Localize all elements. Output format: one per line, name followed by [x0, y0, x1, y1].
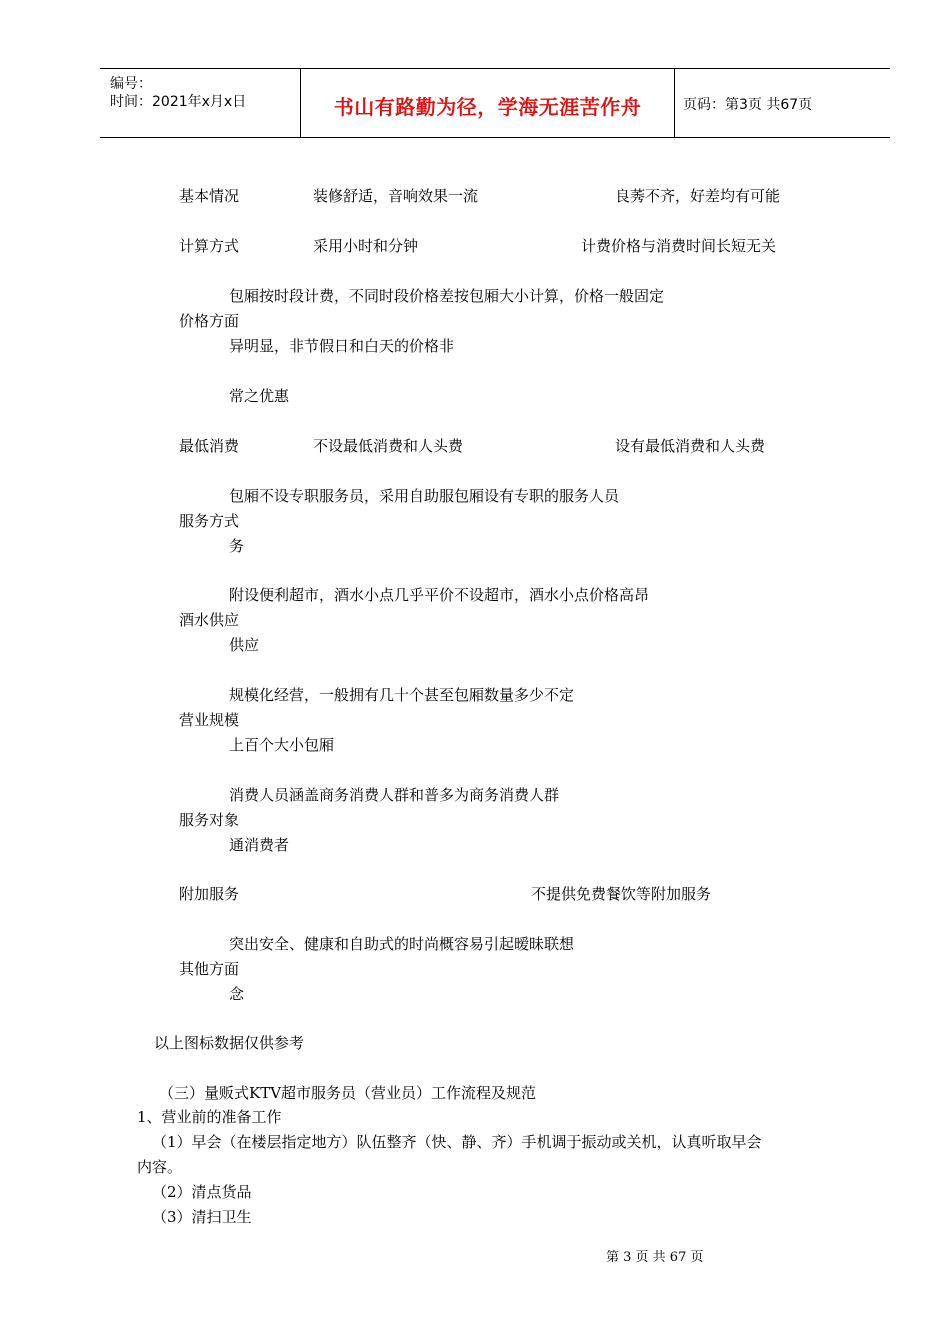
row-label: 基本情况 — [179, 187, 240, 205]
row-col1-cont: 务 — [229, 537, 245, 555]
row-label: 酒水供应 — [179, 611, 240, 629]
header-motto-cell — [300, 69, 675, 137]
row-label: 服务对象 — [179, 811, 240, 829]
list-item: （2）清点货品 — [152, 1183, 252, 1201]
row-col1-cont: 上百个大小包厢 — [229, 736, 335, 754]
row-col1: 突出安全、健康和自助式的时尚概容易引起暧昧联想 — [229, 935, 575, 953]
date-label: 时间：2021年x月x日 — [110, 94, 247, 110]
row-col1: 规模化经营，一般拥有几十个甚至包厢数量多少不定 — [229, 686, 575, 704]
page-footer: 第 3 页 共 67 页 — [606, 1250, 704, 1265]
row-col2: 计费价格与消费时间长短无关 — [581, 237, 777, 255]
row-col1-cont: 念 — [229, 985, 245, 1003]
row-label: 其他方面 — [179, 960, 240, 978]
row-label: 最低消费 — [179, 437, 240, 455]
row-col1-cont: 常之优惠 — [229, 387, 290, 405]
row-col1-cont: 异明显，非节假日和白天的价格非 — [229, 337, 455, 355]
row-col2: 设有最低消费和人头费 — [615, 437, 766, 455]
row-col1-cont: 供应 — [229, 636, 260, 654]
row-label: 附加服务 — [179, 885, 240, 903]
page-header — [100, 68, 890, 138]
row-col2: 良莠不齐，好差均有可能 — [615, 187, 781, 205]
row-col1: 装修舒适，音响效果一流 — [313, 187, 479, 205]
list-item: 1、营业前的准备工作 — [137, 1108, 282, 1126]
reference-note: 以上图标数据仅供参考 — [154, 1034, 305, 1052]
row-col2: 不提供免费餐饮等附加服务 — [531, 885, 712, 903]
row-col1: 附设便利超市，酒水小点几乎平价不设超市，酒水小点价格高昂 — [229, 586, 650, 604]
row-label: 计算方式 — [179, 237, 240, 255]
motto: 书山有路勤为径，学海无涯苦作舟 — [333, 95, 642, 119]
header-left-cell — [100, 69, 300, 137]
header-right-cell — [675, 69, 890, 137]
row-col1: 不设最低消费和人头费 — [313, 437, 464, 455]
row-col1-cont: 通消费者 — [229, 836, 290, 854]
page-info: 页码：第3页 共67页 — [683, 97, 813, 113]
list-item: （3）清扫卫生 — [152, 1208, 252, 1226]
row-label: 服务方式 — [179, 512, 240, 530]
row-label: 价格方面 — [179, 312, 240, 330]
row-col1: 包厢不设专职服务员，采用自助服包厢设有专职的服务人员 — [229, 487, 620, 505]
row-col1: 采用小时和分钟 — [313, 237, 419, 255]
section-title: （三）量贩式KTV超市服务员（营业员）工作流程及规范 — [159, 1084, 537, 1102]
list-item: （1）早会（在楼层指定地方）队伍整齐（快、静、齐）手机调于振动或关机，认真听取早会 — [152, 1133, 762, 1151]
row-col1: 包厢按时段计费，不同时段价格差按包厢大小计算，价格一般固定 — [229, 287, 665, 305]
number-label: 编号： — [110, 76, 152, 92]
list-item-cont: 内容。 — [137, 1158, 183, 1176]
row-label: 营业规模 — [179, 711, 240, 729]
row-col1: 消费人员涵盖商务消费人群和普多为商务消费人群 — [229, 786, 560, 804]
